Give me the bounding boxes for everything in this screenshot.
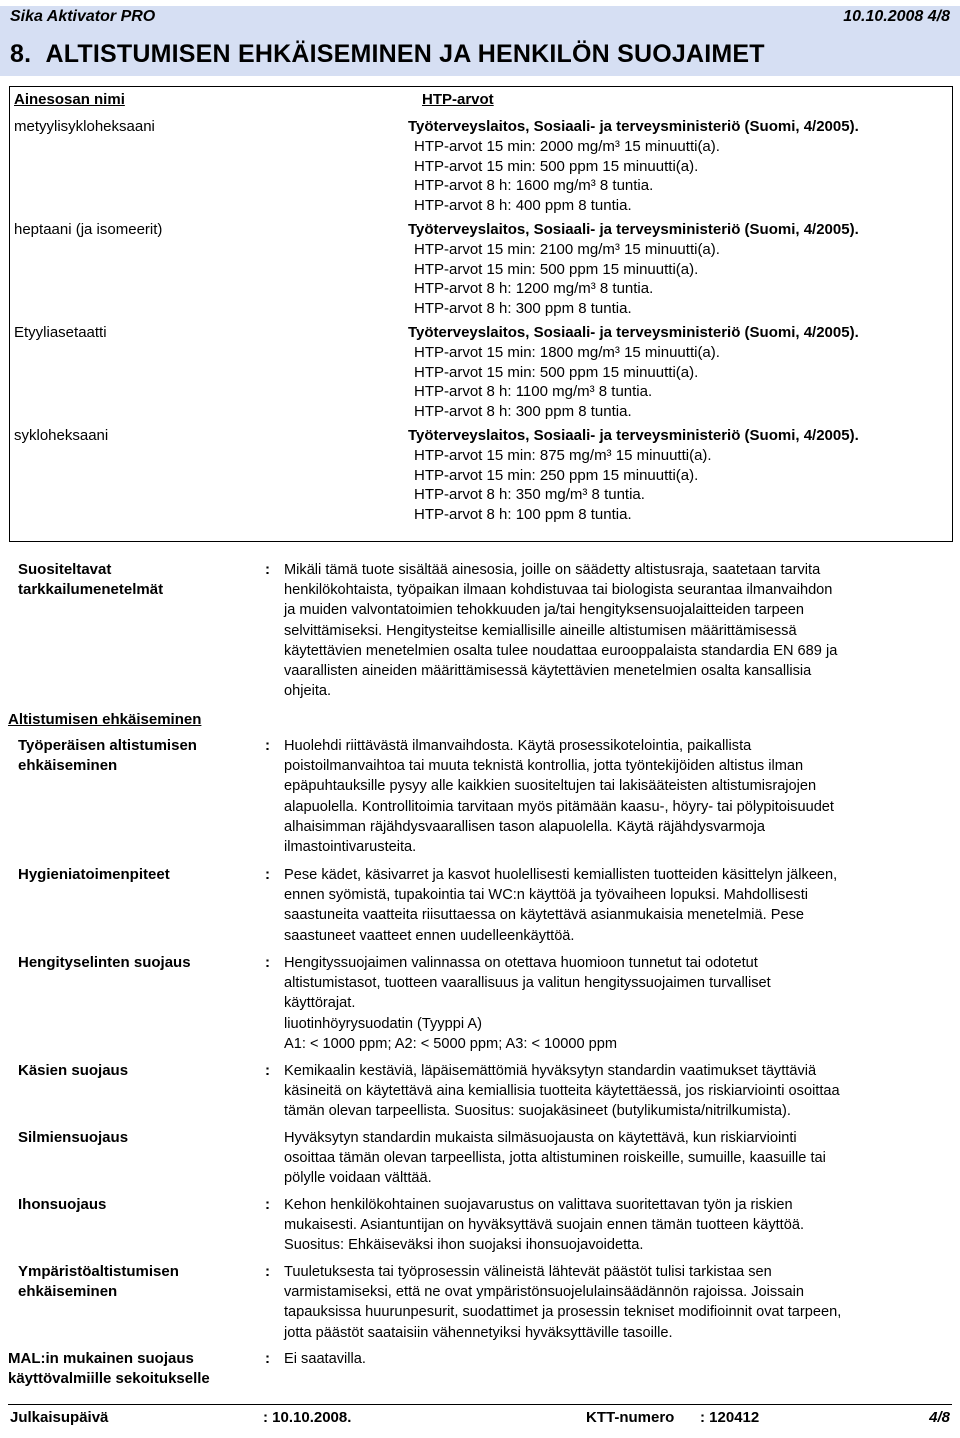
substance-name: Etyyliasetaatti xyxy=(14,324,107,341)
htp-value: HTP-arvot 8 h: 1200 mg/m³ 8 tuntia. xyxy=(414,280,654,297)
substance-name: metyylisykloheksaani xyxy=(14,118,155,135)
htp-value: HTP-arvot 8 h: 300 ppm 8 tuntia. xyxy=(414,402,632,420)
htp-values xyxy=(414,240,720,318)
occupational-label: Työperäisen altistumisen ehkäiseminen xyxy=(18,737,197,774)
htp-value: HTP-arvot 8 h: 400 ppm 8 tuntia. xyxy=(414,196,632,214)
htp-value: HTP-arvot 15 min: 500 ppm 15 minuutti(a). xyxy=(414,260,699,278)
footer-page-number: 4/8 xyxy=(929,1409,950,1426)
header-date-page: 10.10.2008 4/8 xyxy=(843,8,950,25)
htp-value: HTP-arvot 15 min: 2100 mg/m³ 15 minuutti(a). xyxy=(414,241,720,258)
htp-values xyxy=(414,446,712,524)
htp-value: HTP-arvot 8 h: 300 ppm 8 tuntia. xyxy=(414,299,632,317)
htp-values xyxy=(414,137,720,215)
htp-source: Työterveyslaitos, Sosiaali- ja terveysministeriö (Suomi, 4/2005). xyxy=(408,324,859,341)
htp-value: HTP-arvot 15 min: 1800 mg/m³ 15 minuutti(a). xyxy=(414,344,720,361)
hands-label: Käsien suojaus xyxy=(18,1062,129,1079)
section-title xyxy=(10,40,765,69)
htp-value: HTP-arvot 8 h: 100 ppm 8 tuntia. xyxy=(414,505,632,523)
column-header-htp: HTP-arvot xyxy=(422,91,494,108)
ktt-number-label: KTT-numero xyxy=(586,1409,675,1426)
htp-value: HTP-arvot 15 min: 250 ppm 15 minuutti(a). xyxy=(414,466,699,484)
exposure-heading: Altistumisen ehkäiseminen xyxy=(8,711,202,728)
htp-source: Työterveyslaitos, Sosiaali- ja terveysministeriö (Suomi, 4/2005). xyxy=(408,221,859,238)
htp-value: HTP-arvot 8 h: 1600 mg/m³ 8 tuntia. xyxy=(414,177,654,194)
colon: : xyxy=(265,1196,270,1213)
environment-label: Ympäristöaltistumisen ehkäiseminen xyxy=(18,1263,179,1300)
product-name: Sika Aktivator PRO xyxy=(10,8,156,25)
page-header xyxy=(10,8,950,28)
section-title-text: ALTISTUMISEN EHKÄISEMINEN JA HENKILÖN SUOJAIMET xyxy=(45,40,765,68)
htp-value: HTP-arvot 15 min: 2000 mg/m³ 15 minuutti(a). xyxy=(414,138,720,155)
htp-value: HTP-arvot 15 min: 875 mg/m³ 15 minuutti(a). xyxy=(414,447,712,464)
hygiene-text: Pese kädet, käsivarret ja kasvot huolellisesti kemiallisten tuotteiden käsittelyn jälkeen, ennen syömistä, tupakointia tai WC:n käyttöä ja työvaiheen lopuksi. Mahdollisesti saastuneita vaatteita riisuttaessa on käytettävä asianmukaisia menetelmiä. Pese saastuneet vaatteet ennen uudelleenkäyttöä. xyxy=(284,867,838,944)
respiratory-text: Hengityssuojaimen valinnassa on otettava huomioon tunnetut tai odotetut altistumistasot, tuotteen vaarallisuus ja valitun hengityssuojaimen turvalliset käyttörajat. liuotinhöyrysuodatin (Tyyppi A) A1: < 1000 ppm; A2: < 5000 ppm; A3: < 10000 ppm xyxy=(284,955,771,1052)
colon: : xyxy=(265,1350,270,1367)
page-footer xyxy=(8,1404,952,1429)
htp-source: Työterveyslaitos, Sosiaali- ja terveysministeriö (Suomi, 4/2005). xyxy=(408,427,859,444)
hands-text: Kemikaalin kestäviä, läpäisemättömiä hyväksytyn standardin vaatimukset täyttäviä käsineitä on käytettävä aina kemiallisia tuotteita käytettäessä, jos riskiarviointi osoittaa tämän olevan tarpeellista. Suositus: suojakäsineet (butylikumista/nitrilkumista). xyxy=(284,1063,840,1120)
htp-values xyxy=(414,343,720,421)
colon: : xyxy=(265,954,270,971)
eyes-text: Hyväksytyn standardin mukaista silmäsuojausta on käytettävä, kun riskiarviointi osoittaa tämän olevan tarpeellista, jotta altistuminen roiskeille, sumuille, kaasuille tai pölylle voidaan välttää. xyxy=(284,1130,826,1187)
htp-value: HTP-arvot 15 min: 500 ppm 15 minuutti(a). xyxy=(414,363,699,381)
respiratory-label: Hengityselinten suojaus xyxy=(18,954,191,971)
occupational-text: Huolehdi riittävästä ilmanvaihdosta. Käytä prosessikotelointia, paikallista poistoilmanvaihtoa tai muuta teknistä kontrollia, jotta työntekijöiden altistus ilman epäpuhtauksille pysyy alle kaikkien suositeltujen tai lakisääteisten altistumisrajojen alapuolella. Kontrollitoimia tarvitaan myös pitämään kaasu-, höyry- tai pölypitoisuudet alhaisimman räjähdysvaarallisen tason alapuolella. Käytä räjähdysvarmoja ilmastointivarusteita. xyxy=(284,738,834,856)
colon: : xyxy=(265,737,270,754)
mal-text: Ei saatavilla. xyxy=(284,1351,366,1367)
skin-text: Kehon henkilökohtainen suojavarustus on valittava suoritettavan työn ja riskien mukaisesti. Asiantuntijan on hyväksyttävä suojain ennen tämän tuotteen käyttöä. Suositus: Ehkäiseväksi ihon suojaksi ihonsuojavoidetta. xyxy=(284,1197,805,1254)
environment-text: Tuuletuksesta tai työprosessin välineistä lähtevät päästöt tulisi tarkistaa sen varmistamiseksi, että ne ovat ympäristönsuojelulainsäädännön rajoissa. Joissain tapauksissa huurunpesurit, suodattimet ja prosessin tekniset modifioinnit ovat tarpeen, jotta päästöt saataisiin vähennetyiksi hyväksyttäville tasoille. xyxy=(284,1264,842,1341)
htp-source: Työterveyslaitos, Sosiaali- ja terveysministeriö (Suomi, 4/2005). xyxy=(408,118,859,135)
substance-name: heptaani (ja isomeerit) xyxy=(14,221,163,238)
publication-date-label: Julkaisupäivä xyxy=(10,1409,109,1426)
ktt-number-value: : 120412 xyxy=(700,1409,760,1426)
publication-date-value: : 10.10.2008. xyxy=(263,1409,352,1426)
colon: : xyxy=(265,561,270,578)
substance-name: sykloheksaani xyxy=(14,427,109,444)
column-header-name: Ainesosan nimi xyxy=(14,91,125,108)
htp-value: HTP-arvot 15 min: 500 ppm 15 minuutti(a). xyxy=(414,157,699,175)
eyes-label: Silmiensuojaus xyxy=(18,1129,129,1146)
monitoring-text: Mikäli tämä tuote sisältää ainesosia, joille on säädetty altistusraja, saatetaan tarvita henkilökohtaista, työpaikan ilmaan kohdistuvaa tai biologista seurantaa ilmanvaihdon ja muiden valvontatoimien tehokkuuden ja/tai hengityksensuojalaitteiden tarpeen selvittämiseksi. Hengitysteitse kemiallisille aineille altistumisen määrittämisessä käytettävien menetelmien osalta tulee noudattaa eurooppalaista standardia EN 689 ja vaarallisten aineiden määrittämisessä käytettävien menetelmien osalta kansallisia ohjeita. xyxy=(284,562,838,700)
colon: : xyxy=(265,866,270,883)
htp-value: HTP-arvot 8 h: 350 mg/m³ 8 tuntia. xyxy=(414,486,645,503)
monitoring-label: Suositeltavat tarkkailumenetelmät xyxy=(18,561,164,598)
colon: : xyxy=(265,1062,270,1079)
hygiene-label: Hygieniatoimenpiteet xyxy=(18,866,170,883)
mal-label: MAL:in mukainen suojaus käyttövalmiille sekoitukselle xyxy=(8,1350,210,1387)
section-number: 8. xyxy=(10,40,32,68)
colon: : xyxy=(265,1263,270,1280)
skin-label: Ihonsuojaus xyxy=(18,1196,107,1213)
htp-value: HTP-arvot 8 h: 1100 mg/m³ 8 tuntia. xyxy=(414,383,653,400)
